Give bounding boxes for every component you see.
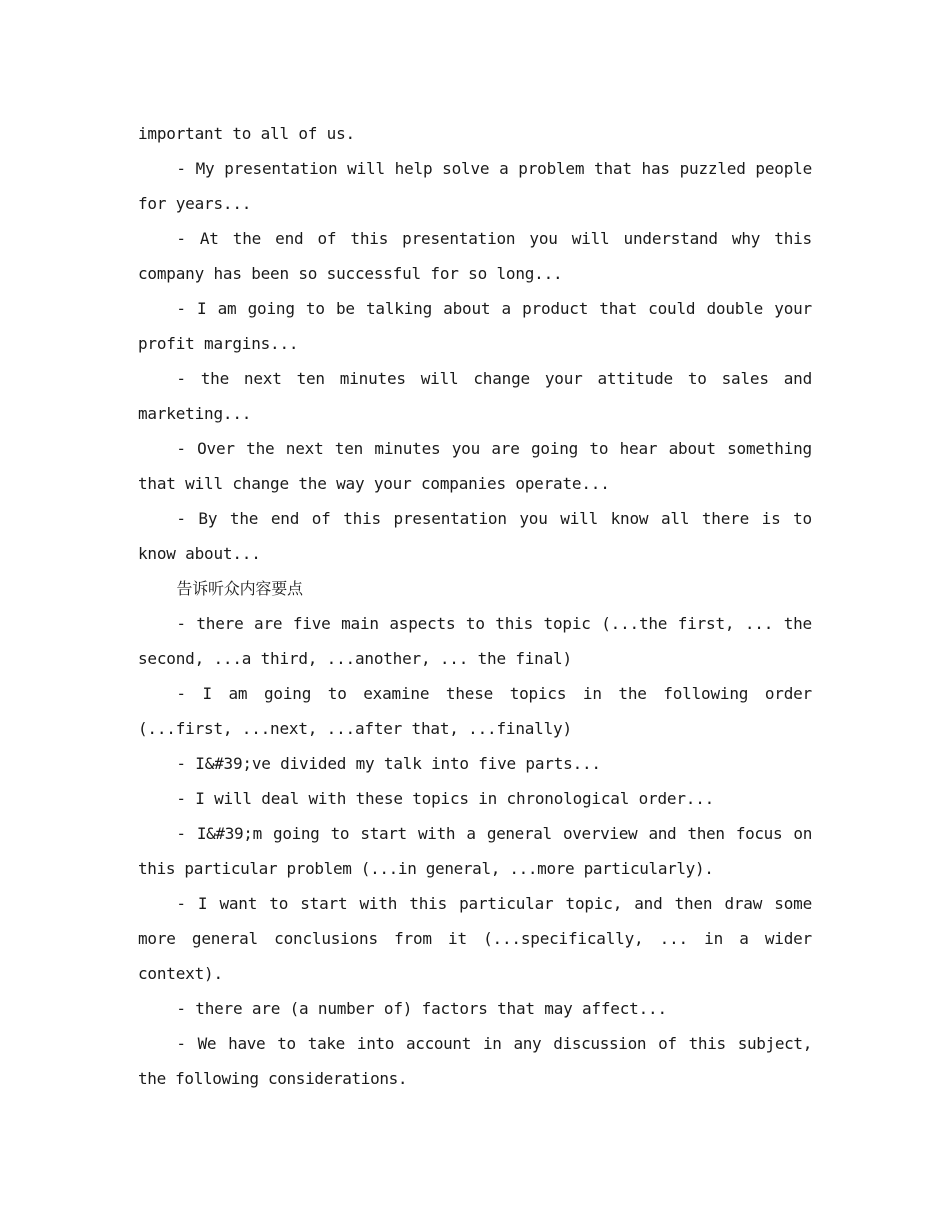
paragraph: - there are (a number of) factors that may affect... [176, 999, 667, 1018]
document-body [138, 116, 812, 1096]
paragraph: - I will deal with these topics in chronological order... [176, 789, 715, 808]
paragraph: important to all of us. [138, 124, 355, 143]
paragraph: - I am going to examine these topics in the following order (...first, ...next, ...after that, ...finally) [138, 684, 812, 738]
paragraph: - I&#39;ve divided my talk into five parts... [176, 754, 601, 773]
paragraph: - My presentation will help solve a problem that has puzzled people for years... [138, 159, 812, 213]
paragraph: - We have to take into account in any discussion of this subject, the following considerations. [138, 1034, 812, 1088]
paragraph: - I want to start with this particular topic, and then draw some more general conclusions from it (...specifically, ... in a wider context). [138, 894, 812, 983]
paragraph: - Over the next ten minutes you are going to hear about something that will change the way your companies operate... [138, 439, 812, 493]
paragraph: - At the end of this presentation you will understand why this company has been so successful for so long... [138, 229, 812, 283]
paragraph: - I&#39;m going to start with a general overview and then focus on this particular problem (...in general, ...more particularly). [138, 824, 812, 878]
paragraph: - there are five main aspects to this topic (...the first, ... the second, ...a third, ...another, ... the final) [138, 614, 812, 668]
paragraph: - I am going to be talking about a product that could double your profit margins... [138, 299, 812, 353]
paragraph: - the next ten minutes will change your attitude to sales and marketing... [138, 369, 812, 423]
paragraph: - By the end of this presentation you will know all there is to know about... [138, 509, 812, 563]
section-heading: 告诉听众内容要点 [176, 579, 303, 598]
